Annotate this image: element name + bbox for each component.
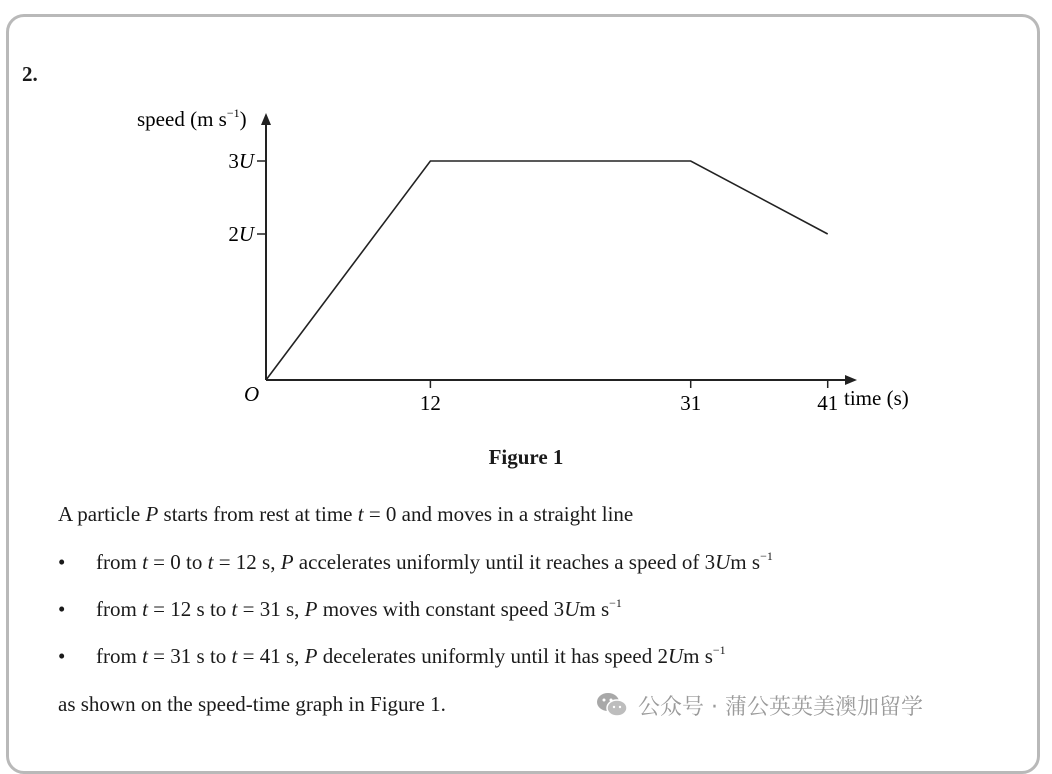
y-tick-label: 2U (228, 222, 254, 246)
origin-label: O (244, 382, 260, 406)
y-axis-label: speed (m $s^{-1}$) (137, 106, 247, 131)
y-tick-label: 3U (228, 149, 254, 173)
figure-caption: Figure 1 (488, 445, 564, 469)
x-tick-label: 12 (419, 391, 441, 415)
bullet-item: from t = 31 s to t = 41 s, P decelerates uniformly until it has speed 2Um $s^{-1}$ (96, 643, 726, 668)
bullet-marker: • (58, 644, 66, 668)
wechat-icon (596, 691, 628, 719)
question-number: 2. (22, 62, 38, 86)
bullet-item: from t = 12 s to t = 31 s, P moves with constant speed 3Um $s^{-1}$ (96, 596, 622, 621)
intro-text: A particle P starts from rest at time t = 0 and moves in a straight line (58, 502, 634, 526)
bullet-marker: • (58, 597, 66, 621)
x-tick-label: 31 (680, 391, 702, 415)
x-axis-label: time (s) (844, 386, 909, 410)
watermark-text: 公众号 · 蒲公英英美澳加留学 (638, 694, 923, 720)
watermark (596, 688, 923, 722)
closing-text: as shown on the speed-time graph in Figure 1. (58, 692, 446, 716)
y-axis-arrow (261, 113, 271, 125)
x-axis-arrow (845, 375, 857, 385)
x-tick-label: 41 (817, 391, 839, 415)
bullet-item: from t = 0 to t = 12 s, P accelerates uniformly until it reaches a speed of 3Um $s^{-1}$ (96, 549, 773, 574)
bullet-marker: • (58, 550, 66, 574)
speed-line (266, 161, 828, 380)
